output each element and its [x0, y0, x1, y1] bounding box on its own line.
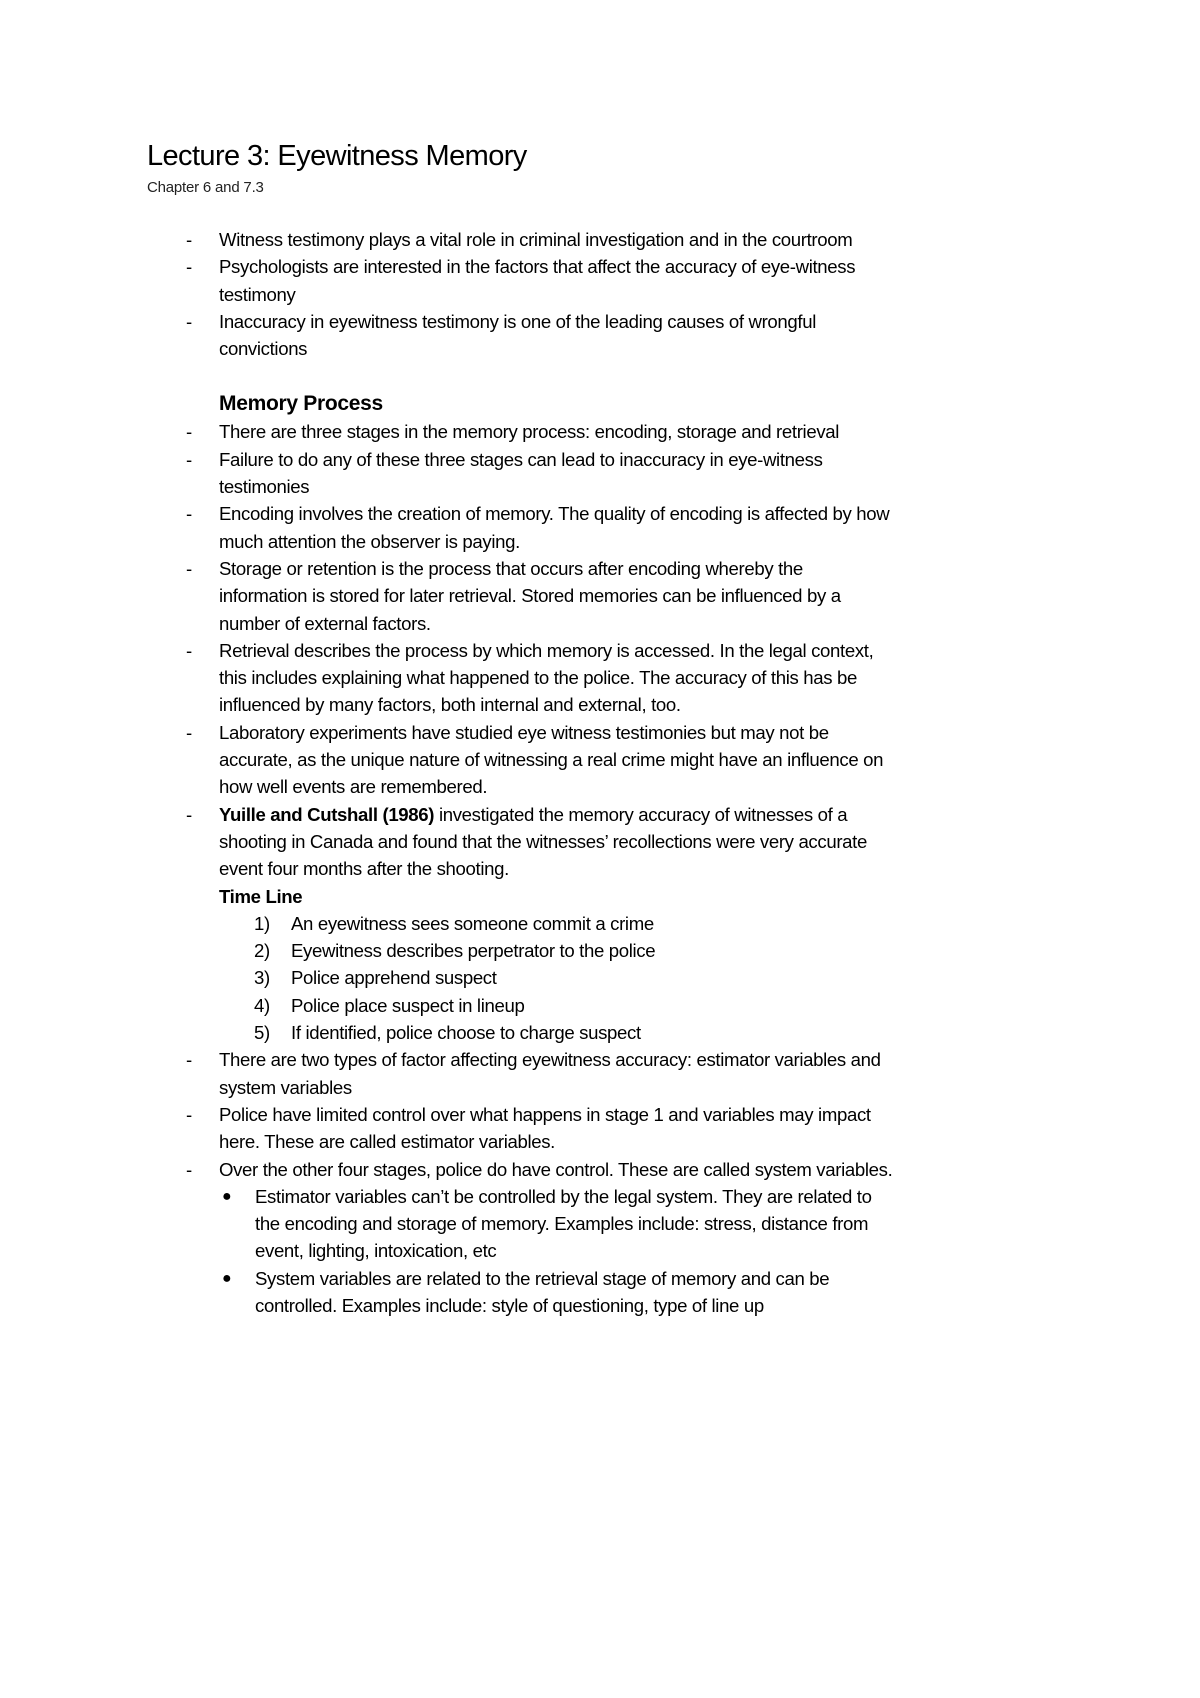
- dash-marker: -: [186, 1158, 192, 1180]
- bullet-icon: ●: [222, 1187, 232, 1205]
- list-item: [0, 555, 1200, 637]
- list-item-line: number of external factors.: [219, 612, 431, 634]
- list-item-line: Storage or retention is the process that occurs after encoding whereby the: [219, 557, 803, 579]
- list-item-line: event, lighting, intoxication, etc: [255, 1240, 497, 1262]
- list-item-line: the encoding and storage of memory. Examples include: stress, distance from: [255, 1213, 869, 1235]
- timeline-text: An eyewitness sees someone commit a crime: [291, 912, 654, 934]
- dash-marker: -: [186, 803, 192, 825]
- list-item-line: Estimator variables can’t be controlled by the legal system. They are related to: [255, 1185, 872, 1207]
- timeline-text: Police place suspect in lineup: [291, 994, 525, 1016]
- memory-list: [0, 418, 1200, 800]
- list-item-line: testimony: [219, 283, 296, 305]
- list-item-line: controlled. Examples include: style of questioning, type of line up: [255, 1294, 764, 1316]
- list-item-line: There are two types of factor affecting eyewitness accuracy: estimator variables and: [219, 1049, 881, 1071]
- list-item-line: Laboratory experiments have studied eye witness testimonies but may not be: [219, 721, 829, 743]
- timeline-heading: Time Line: [219, 885, 303, 907]
- list-item: [0, 500, 1200, 555]
- timeline-item: [0, 964, 1200, 991]
- list-item: [0, 308, 1200, 363]
- list-item-line: convictions: [219, 338, 308, 360]
- list-item-line: Encoding involves the creation of memory. The quality of encoding is affected by how: [219, 503, 890, 525]
- list-item-line: Retrieval describes the process by which memory is accessed. In the legal context,: [219, 639, 874, 661]
- timeline-text: If identified, police choose to charge suspect: [291, 1022, 641, 1044]
- list-item: [0, 226, 1200, 253]
- dash-marker: -: [186, 256, 192, 278]
- timeline-text: Eyewitness describes perpetrator to the police: [291, 940, 656, 962]
- list-item-line: Police have limited control over what happens in stage 1 and variables may impact: [219, 1103, 871, 1125]
- dash-marker: -: [186, 503, 192, 525]
- list-item-line: much attention the observer is paying.: [219, 530, 520, 552]
- timeline-item: [0, 937, 1200, 964]
- list-item: [0, 446, 1200, 501]
- dash-marker: -: [186, 1049, 192, 1071]
- dash-marker: -: [186, 310, 192, 332]
- timeline-number: 3): [254, 967, 270, 989]
- list-item: [0, 1156, 1200, 1183]
- list-item-line: Over the other four stages, police do have control. These are called system variables.: [219, 1158, 893, 1180]
- list-item-line: how well events are remembered.: [219, 776, 488, 798]
- timeline-text: Police apprehend suspect: [291, 967, 497, 989]
- sub-bullet-list: [0, 1183, 1200, 1319]
- timeline-item: [0, 1019, 1200, 1046]
- dash-marker: -: [186, 421, 192, 443]
- timeline-number: 4): [254, 994, 270, 1016]
- list-item-study: [0, 801, 1200, 883]
- list-item-line: this includes explaining what happened to the police. The accuracy of this has be: [219, 667, 858, 689]
- list-item-line: Witness testimony plays a vital role in criminal investigation and in the courtroom: [219, 229, 853, 250]
- factor-list: [0, 1046, 1200, 1182]
- dash-marker: -: [186, 448, 192, 470]
- intro-list: [0, 226, 1200, 362]
- timeline-item: [0, 910, 1200, 937]
- dash-marker: -: [186, 1103, 192, 1125]
- list-item: [0, 418, 1200, 445]
- list-item: [0, 719, 1200, 801]
- list-item-line: influenced by many factors, both internal and external, too.: [219, 694, 681, 716]
- dash-marker: -: [186, 557, 192, 579]
- dash-marker: -: [186, 639, 192, 661]
- list-item-line: system variables: [219, 1076, 352, 1098]
- dash-marker: -: [186, 229, 192, 250]
- list-item-line: testimonies: [219, 476, 310, 498]
- study-citation: Yuille and Cutshall (1986): [219, 803, 435, 825]
- list-item-line: There are three stages in the memory process: encoding, storage and retrieval: [219, 421, 840, 443]
- timeline-number: 5): [254, 1022, 270, 1044]
- list-item: [0, 1265, 1200, 1320]
- list-item-line: information is stored for later retrieval. Stored memories can be influenced by a: [219, 585, 841, 607]
- list-item: [0, 1046, 1200, 1101]
- page-title: Lecture 3: Eyewitness Memory: [147, 140, 527, 172]
- list-item-line: Inaccuracy in eyewitness testimony is one of the leading causes of wrongful: [219, 310, 816, 332]
- study-line: event four months after the shooting.: [219, 858, 509, 880]
- document-body: [0, 226, 1200, 1319]
- list-item: [0, 637, 1200, 719]
- study-text: investigated the memory accuracy of witnesses of a: [434, 803, 848, 825]
- bullet-icon: ●: [222, 1269, 232, 1287]
- timeline-item: [0, 992, 1200, 1019]
- list-item-line: accurate, as the unique nature of witnessing a real crime might have an influence on: [219, 749, 884, 771]
- list-item-line: here. These are called estimator variables.: [219, 1131, 555, 1153]
- list-item-line: Failure to do any of these three stages can lead to inaccuracy in eye-witness: [219, 448, 823, 470]
- chapter-subtitle: Chapter 6 and 7.3: [147, 179, 264, 196]
- study-line: shooting in Canada and found that the witnesses’ recollections were very accurate: [219, 830, 867, 852]
- list-item: [0, 1101, 1200, 1156]
- timeline-number: 2): [254, 940, 270, 962]
- timeline-list: [0, 910, 1200, 1046]
- section-heading: Memory Process: [219, 392, 383, 416]
- list-item: [0, 1183, 1200, 1265]
- list-item: [0, 253, 1200, 308]
- dash-marker: -: [186, 721, 192, 743]
- timeline-number: 1): [254, 912, 270, 934]
- list-item-line: System variables are related to the retrieval stage of memory and can be: [255, 1267, 830, 1289]
- list-item-line: Psychologists are interested in the factors that affect the accuracy of eye-witness: [219, 256, 856, 278]
